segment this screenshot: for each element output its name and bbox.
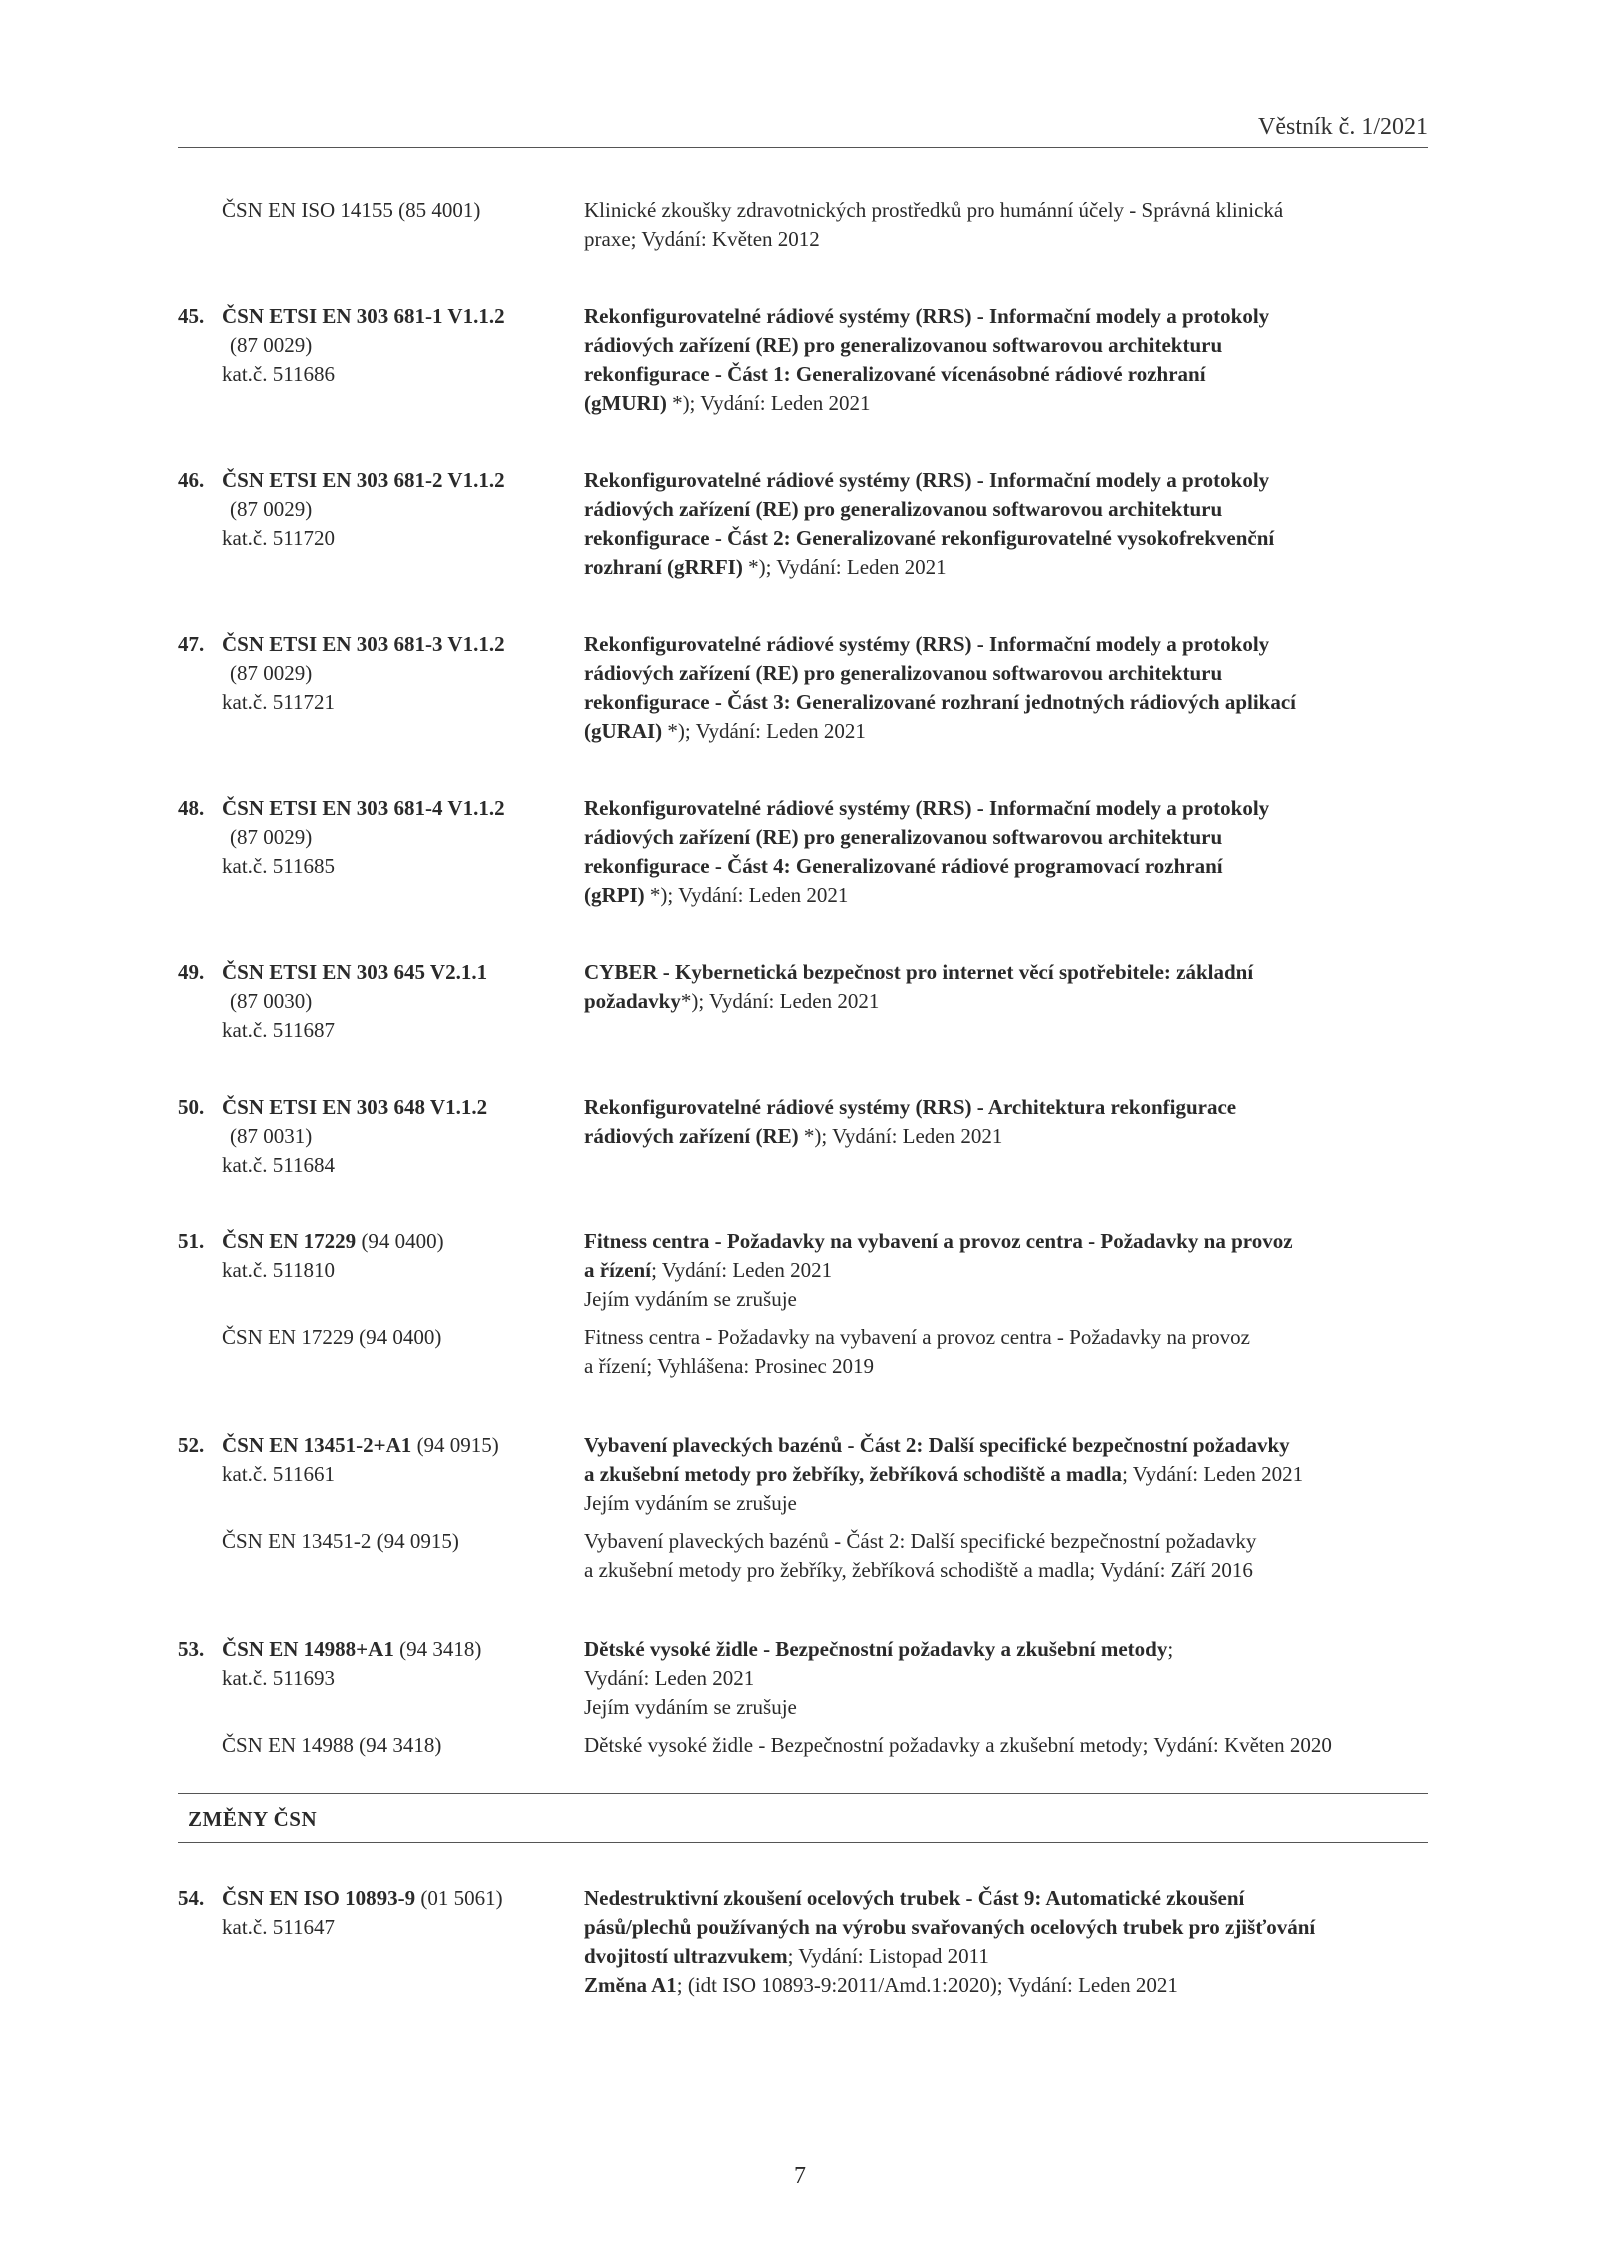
classification: (87 0030) — [230, 989, 313, 1013]
replaced-description: Vybavení plaveckých bazénů - Část 2: Další specifické bezpečnostní požadavky a zkušební metody pro žebříky, žebříková schodiště a madla; Vydání: Září 2016 — [584, 1529, 1257, 1582]
catalog-number: kat.č. 511686 — [222, 362, 335, 386]
standard-description: Rekonfigurovatelné rádiové systémy (RRS) - Informační modely a protokoly rádiových zařízení (RE) pro generalizovanou softwarovou architekturu rekonfigurace - Část 4: Generalizované rádiové programovací rozhraní (gRPI) *); Vydání: Leden 2021 — [584, 796, 1270, 907]
entry-number: 45. — [178, 304, 205, 328]
standard-id — [178, 958, 578, 1045]
standard-description: Rekonfigurovatelné rádiové systémy (RRS) - Informační modely a protokoly rádiových zařízení (RE) pro generalizovanou softwarovou architekturu rekonfigurace - Část 3: Generalizované rozhraní jednotných rádiových aplikací (gURAI) *); Vydání: Leden 2021 — [584, 632, 1297, 743]
classification: (87 0031) — [230, 1124, 313, 1148]
catalog-number: kat.č. 511721 — [222, 690, 335, 714]
section-rule-top — [178, 1793, 1428, 1794]
standard-description: Rekonfigurovatelné rádiové systémy (RRS) - Informační modely a protokoly rádiových zařízení (RE) pro generalizovanou softwarovou architekturu rekonfigurace - Část 1: Generalizované vícenásobné rádiové rozhraní (gMURI) *); Vydání: Leden 2021 — [584, 304, 1270, 415]
classification: (94 3418) — [393, 1637, 482, 1661]
catalog-number: kat.č. 511810 — [222, 1258, 335, 1282]
standard-code: ČSN ETSI EN 303 681-2 V1.1.2 — [222, 468, 505, 492]
standard-code: ČSN ETSI EN 303 681-3 V1.1.2 — [222, 632, 505, 656]
entry-number: 53. — [178, 1637, 205, 1661]
header-rule — [178, 147, 1428, 148]
replacement-note: Jejím vydáním se zrušuje — [584, 1491, 797, 1515]
replaced-description: Fitness centra - Požadavky na vybavení a provoz centra - Požadavky na provoz a řízení; Vyhlášena: Prosinec 2019 — [584, 1325, 1250, 1378]
classification: (94 0915) — [411, 1433, 499, 1457]
classification: (94 0400) — [356, 1229, 444, 1253]
entry-number: 52. — [178, 1433, 205, 1457]
standard-code: ČSN ETSI EN 303 648 V1.1.2 — [222, 1095, 488, 1119]
section-rule-bottom — [178, 1842, 1428, 1843]
standard-description: Rekonfigurovatelné rádiové systémy (RRS) - Informační modely a protokoly rádiových zařízení (RE) pro generalizovanou softwarovou architekturu rekonfigurace - Část 2: Generalizované rekonfigurovatelné vysokofrekvenční rozhraní (gRRFI) *); Vydání: Leden 2021 — [584, 468, 1275, 579]
standard-id — [178, 1635, 578, 1693]
standard-description: Rekonfigurovatelné rádiové systémy (RRS) - Architektura rekonfigurace rádiových zařízení (RE) *); Vydání: Leden 2021 — [584, 1095, 1237, 1148]
standard-description: Vybavení plaveckých bazénů - Část 2: Další specifické bezpečnostní požadavky a zkušební metody pro žebříky, žebříková schodiště a madla; Vydání: Leden 2021 Jejím vydáním se zrušuje — [584, 1431, 1428, 1518]
standard-code: ČSN EN ISO 10893-9 — [222, 1886, 416, 1910]
standard-id — [178, 1884, 578, 1942]
catalog-number: kat.č. 511661 — [222, 1462, 335, 1486]
standard-id — [178, 1093, 578, 1180]
standard-description: CYBER - Kybernetická bezpečnost pro internet věcí spotřebitele: základní požadavky*); Vydání: Leden 2021 — [584, 960, 1254, 1013]
entry-number: 49. — [178, 960, 205, 984]
replacement-note: Jejím vydáním se zrušuje — [584, 1695, 797, 1719]
amendment-label: Změna A1 — [584, 1973, 677, 1997]
section-title: ZMĚNY ČSN — [188, 1807, 318, 1831]
replaced-code: ČSN EN 13451-2 (94 0915) — [222, 1529, 459, 1553]
classification: (87 0029) — [230, 333, 313, 357]
standard-id — [178, 794, 578, 881]
entry-number: 51. — [178, 1229, 205, 1253]
catalog-number: kat.č. 511687 — [222, 1018, 335, 1042]
standard-code: ČSN ETSI EN 303 681-4 V1.1.2 — [222, 796, 505, 820]
catalog-number: kat.č. 511693 — [222, 1666, 335, 1690]
standard-code: ČSN EN 14988+A1 — [222, 1637, 394, 1661]
standard-id — [178, 630, 578, 717]
replaced-description: Dětské vysoké židle - Bezpečnostní požadavky a zkušební metody; Vydání: Květen 2020 — [584, 1733, 1332, 1757]
entry-number: 48. — [178, 796, 205, 820]
standard-code: ČSN ETSI EN 303 681-1 V1.1.2 — [222, 304, 505, 328]
entry-number: 46. — [178, 468, 205, 492]
standard-code: ČSN EN 13451-2+A1 — [222, 1433, 412, 1457]
classification: (87 0029) — [230, 825, 313, 849]
standard-description: Dětské vysoké židle - Bezpečnostní požadavky a zkušební metody; Vydání: Leden 2021 Jejím vydáním se zrušuje — [584, 1635, 1428, 1722]
standard-description: Fitness centra - Požadavky na vybavení a provoz centra - Požadavky na provoz a řízení; Vydání: Leden 2021 Jejím vydáním se zrušuje — [584, 1227, 1428, 1314]
catalog-number: kat.č. 511720 — [222, 526, 335, 550]
standard-id — [178, 466, 578, 553]
standard-code: ČSN EN 17229 — [222, 1229, 357, 1253]
entry-number: 50. — [178, 1095, 205, 1119]
standard-code: ČSN ETSI EN 303 645 V2.1.1 — [222, 960, 488, 984]
replaced-code: ČSN EN 14988 (94 3418) — [222, 1733, 442, 1757]
bulletin-title: Věstník č. 1/2021 — [1258, 114, 1428, 140]
standard-id — [178, 302, 578, 389]
standard-code: ČSN EN ISO 14155 (85 4001) — [222, 198, 481, 222]
standard-id — [178, 1227, 578, 1285]
classification: (87 0029) — [230, 497, 313, 521]
classification: (87 0029) — [230, 661, 313, 685]
standard-description: Klinické zkoušky zdravotnických prostředků pro humánní účely - Správná klinická praxe; Vydání: Květen 2012 — [584, 198, 1284, 251]
page-number: 7 — [794, 2163, 806, 2189]
replacement-note: Jejím vydáním se zrušuje — [584, 1287, 797, 1311]
catalog-number: kat.č. 511685 — [222, 854, 335, 878]
standard-description: Nedestruktivní zkoušení ocelových trubek - Část 9: Automatické zkoušení pásů/plechů používaných na výrobu svařovaných ocelových trubek pro zjišťování dvojitostí ultrazvukem; Vydání: Listopad 2011 Změna A1; (idt ISO 10893-9:2011/Amd.1:2020); Vydání: Leden 2021 — [584, 1886, 1316, 1997]
catalog-number: kat.č. 511647 — [222, 1915, 335, 1939]
classification: (01 5061) — [415, 1886, 503, 1910]
entry-number: 54. — [178, 1886, 205, 1910]
standard-id — [178, 1431, 578, 1489]
entry-number: 47. — [178, 632, 205, 656]
replaced-code: ČSN EN 17229 (94 0400) — [222, 1325, 442, 1349]
catalog-number: kat.č. 511684 — [222, 1153, 335, 1177]
